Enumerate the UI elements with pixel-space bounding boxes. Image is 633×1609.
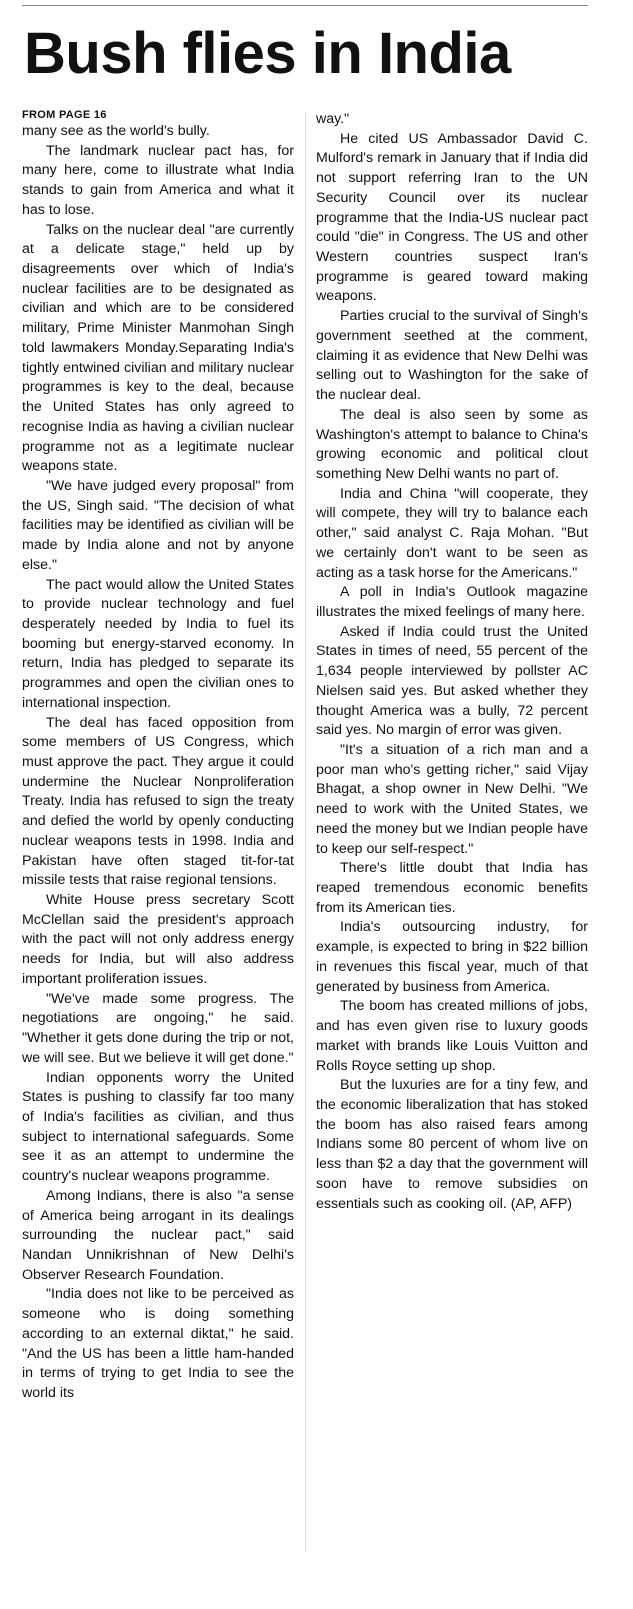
paragraph: The deal has faced opposition from some members of US Congress, which must approve the pact. They argue it could undermine the Nuclear Nonproliferation Treaty. India has refused to sign the treaty and defied the world by openly conducting nuclear weapons tests in 1998. India and Pakistan have often staged tit-for-tat missile tests that raise regional tensions. [22,714,294,889]
paragraph: Indian opponents worry the United States is pushing to classify far too many of India's facilities as civilian, and thus subject to international safeguards. Some see it as an attempt to undermine the country's nuclear weapons programme. [22,1069,294,1185]
paragraph: But the luxuries are for a tiny few, and the economic liberalization that has stoked the boom has also raised fears among Indians some 80 percent of whom live on less than $2 a day that the government will soon have to remove subsidies on essentials such as cooking oil. (AP, AFP) [316,1077,588,1212]
paragraph: many see as the world's bully. [22,123,210,139]
paragraph: India's outsourcing industry, for example, is expected to bring in $22 billion in revenues this fiscal year, much of that generated by business from America. [316,919,588,995]
top-rule [22,5,588,6]
right-column [316,110,588,1214]
jump-line: FROM PAGE 16 [22,109,107,121]
paragraph: Among Indians, there is also "a sense of America being arrogant in its dealings surrounding the nuclear pact," said Nandan Unnikrishnan of New Delhi's Observer Research Foundation. [22,1187,294,1283]
left-column [22,108,294,1404]
paragraph: The deal is also seen by some as Washington's attempt to balance to China's growing economic and political clout something New Delhi wants no part of. [316,406,588,482]
paragraph: way." [316,111,350,127]
paragraph: "We have judged every proposal" from the US, Singh said. "The decision of what facilities may be identified as civilian will be made by India alone and not by anyone else." [22,477,294,573]
paragraph: The pact would allow the United States to provide nuclear technology and fuel desperately needed by India to fuel its booming but energy-starved economy. In return, India has pledged to separate its programmes and open the civilian ones to international inspection. [22,576,294,711]
paragraph: "India does not like to be perceived as someone who is doing something according to an external diktat," he said. "And the US has been a little ham-handed in terms of trying to get India to see the world its [22,1286,294,1401]
paragraph: "We've made some progress. The negotiations are ongoing," he said. "Whether it gets done during the trip or not, we will see. But we believe it will get done." [22,990,294,1066]
paragraph: He cited US Ambassador David C. Mulford's remark in January that if India did not support referring Iran to the UN Security Council over its nuclear programme that the India-US nuclear pact could "die" in Congress. The US and other Western countries suspect Iran's programme is geared toward making weapons. [316,130,588,305]
paragraph: White House press secretary Scott McClellan said the president's approach with the pact will not only address energy needs for India, but will also address important proliferation issues. [22,892,294,987]
paragraph: Parties crucial to the survival of Singh's government seethed at the comment, claiming it as evidence that New Delhi was selling out to Washington for the sake of the nuclear deal. [316,308,588,404]
paragraph: A poll in India's Outlook magazine illustrates the mixed feelings of many here. [316,584,588,620]
paragraph: Asked if India could trust the United States in times of need, 55 percent of the 1,634 people interviewed by pollster AC Nielsen said yes. But asked whether they thought America was a bully, 72 percent said yes. No margin of error was given. [316,623,588,739]
paragraph: "It's a situation of a rich man and a poor man who's getting richer," said Vijay Bhagat, a shop owner in New Delhi. "We need to work with the United States, we need the money but we Indian people have to keep our self-respect." [316,742,588,857]
headline: Bush flies in India [24,21,511,86]
paragraph: India and China "will cooperate, they will compete, they will try to balance each other," said analyst C. Raja Mohan. "But we certainly don't want to be seen as acting as a task horse for the Americans." [316,485,588,581]
paragraph: The boom has created millions of jobs, and has even given rise to luxury goods market with brands like Louis Vuitton and Rolls Royce setting up shop. [316,998,588,1074]
column-divider [305,112,306,1552]
paragraph: Talks on the nuclear deal "are currently at a delicate stage," held up by disagreements over which of India's nuclear facilities are to be designated as civilian and which are to be considered military, Prime Minister Manmohan Singh told lawmakers Monday.Separating India's tightly entwined civilian and military nuclear programmes is key to the deal, because the United States has only agreed to recognise India as having a civilian nuclear programme not as a legitimate nuclear weapons state. [22,221,294,475]
paragraph: The landmark nuclear pact has, for many here, come to illustrate what India stands to gain from America and what it has to lose. [22,142,294,218]
paragraph: There's little doubt that India has reaped tremendous economic benefits from its American ties. [316,860,588,916]
